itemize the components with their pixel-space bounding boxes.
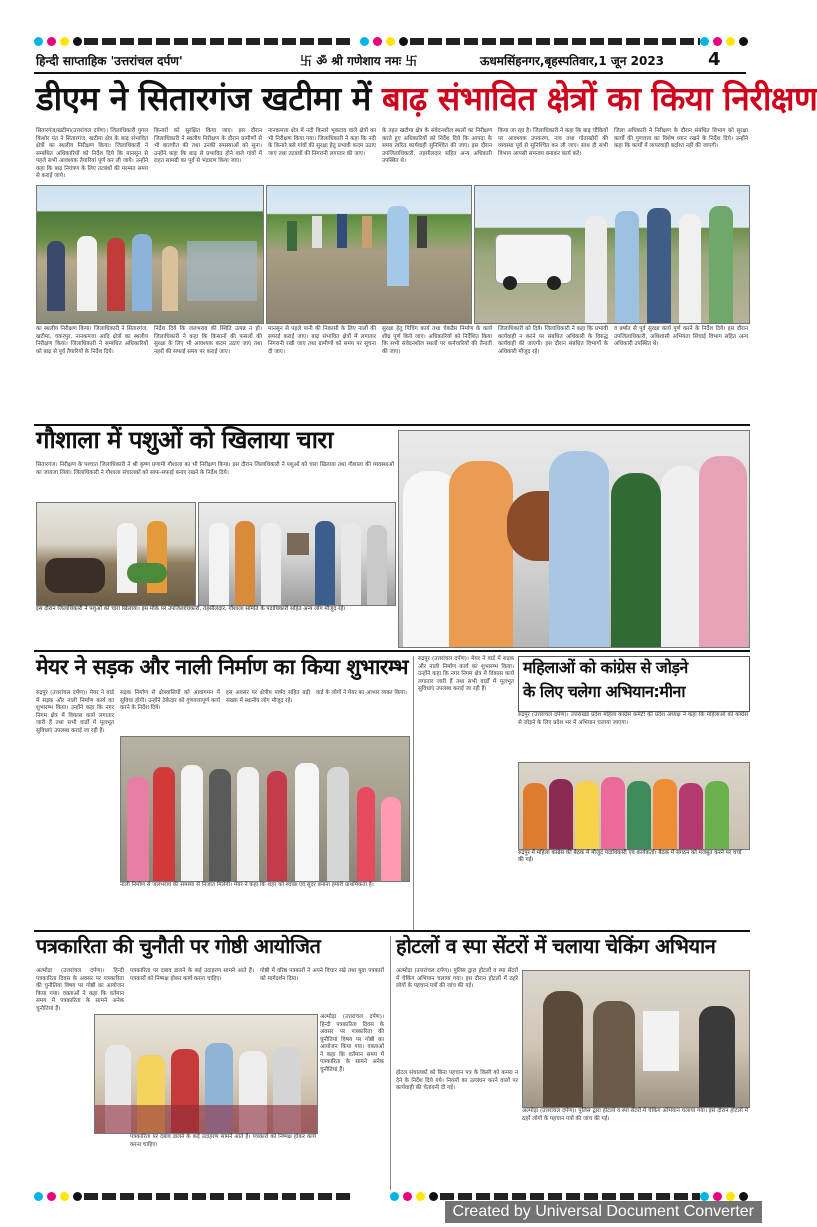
story4-caption: रुद्रपुर में महिला कांग्रेस की बैठक में मौजूद पदाधिकारी एवं कार्यकर्ता। बैठक में संगठन को मजबूत करने पर चर्चा की गई। <box>518 850 742 864</box>
story6-body2: होटल संचालकों को बिना पहचान पत्र के किसी को कमरा न देने के निर्देश दिये गये। नियमों का उल्लंघन करने वालों पर कार्यवाही की चेतावनी दी गई। <box>396 1070 518 1091</box>
story2-photo-group <box>198 502 396 606</box>
section-divider <box>34 930 750 932</box>
story5-side: अल्मोड़ा (उत्तरांचल दर्पण)। हिन्दी पत्रकारिता दिवस के अवसर पर पत्रकारिता की चुनौतियां विषय पर गोष्ठी का आयोजन किया गया। वक्ताओं ने कहा कि वर्तमान समय में पत्रकारिता के सामने अनेक चुनौतियां हैं। <box>320 1014 384 1073</box>
story1-lower-col4: सुरक्षा हेतु पिचिंग कार्य तथा चेकडैम निर्माण के कार्य शीघ्र पूर्ण किये जाएं। अधिकारियों को निर्देशित किया कि सभी संवेदनशील स्थलों पर कर्मचारियों की तैनाती की जाए। <box>382 326 492 355</box>
column-divider <box>413 656 414 930</box>
story6-photo-police-checking <box>522 970 750 1108</box>
story4-side-text: रुद्रपुर (उत्तरांचल दर्पण)। मेयर ने वार्ड में सड़क और नाली निर्माण कार्य का शुभारम्भ किया। उन्होंने कहा कि नगर निगम क्षेत्र में विकास कार्य लगातार जारी हैं तथा सभी वार्डों में मूलभूत सुविधाएं उपलब्ध कराई जा रही हैं। <box>418 656 514 692</box>
page-number: 4 <box>708 49 721 70</box>
story3-col3: इस अवसर पर क्षेत्रीय पार्षद सहित बड़ी संख्या में स्थानीय लोग मौजूद रहे। <box>226 690 310 704</box>
swastik-icon: 卐 <box>401 54 418 68</box>
story5-photo-seminar <box>94 1014 318 1134</box>
story3-col2: सड़क निर्माण से क्षेत्रवासियों को आवागमन में सुविधा होगी। उन्होंने ठेकेदार को गुणवत्तापूर्ण कार्य करने के निर्देश दिये। <box>120 690 220 711</box>
yellow-dot <box>60 37 69 46</box>
story3-headline: मेयर ने सड़क और नाली निर्माण का किया शुभारम्भ <box>36 655 409 679</box>
story3-col4: वार्ड के लोगों ने मेयर का आभार व्यक्त किया। <box>316 690 407 696</box>
registration-marks-top-left <box>34 37 82 46</box>
story5-body3: गोष्ठी में वरिष्ठ पत्रकारों ने अपने विचार रखे तथा युवा पत्रकारों को मार्गदर्शन दिया। <box>260 968 384 982</box>
swastik-icon: 卐 <box>300 54 317 68</box>
story1-headline-red: बाढ़ संभावित क्षेत्रों का किया निरीक्षण <box>381 79 817 118</box>
story1-lower-col5: जिलाधिकारी को दिये। जिलाधिकारी ने कहा कि प्रभावी कार्यवाही न करने पर संबंधित अधिकारी के विरुद्ध कार्यवाही की जाएगी। इस दौरान संबंधित विभागों के अधिकारी मौजूद रहे। <box>498 326 608 355</box>
story6-lower: अल्मोड़ा (उत्तरांचल दर्पण)। पुलिस द्वारा होटलों व स्पा सेंटरों में चेकिंग अभियान चलाया गया। इस दौरान होटलों में ठहरे लोगों के पहचान पत्रों की जांच की गई। <box>522 1108 748 1122</box>
registration-marks-bottom-right <box>700 1192 748 1201</box>
story1-lower-col1: का स्थलीय निरीक्षण किया। जिलाधिकारी ने सितारगंज, खटीमा, चकरपुर, नानकमत्ता आदि क्षेत्रों का स्थलीय निरीक्षण किया। जिलाधिकारी ने सम्बंधित अधिकारियों को बाढ़ से पूर्व तैयारियों के निर्देश दिये। <box>36 326 148 355</box>
column-divider <box>390 936 391 1190</box>
story4-photo-women-meeting <box>518 762 750 850</box>
story1-lower-col6: व बर्षात से पूर्व सुरक्षा कार्य पूर्ण करने के निर्देश दिये। इस दौरान उपजिलाधिकारी, अधिशासी अभियंता सिंचाई विभाग सहित अन्य अधिकारी उपस्थित थे। <box>614 326 748 347</box>
story4-headline-box <box>518 656 750 712</box>
story1-col6: जिला अधिकारी ने निरीक्षण के दौरान संबंधित विभाग को सुरक्षा कार्यों की गुणवत्ता का विशेष ध्यान रखने के निर्देश दिये। उन्होंने कहा कि कार्यों में लापरवाही बर्दाश्त नहीं की जाएगी। <box>614 128 748 149</box>
story1-col4: के तहत खटीमा क्षेत्र के संवेदनशील स्थलों का निरीक्षण करते हुए अधिकारियों को निर्देश दिये कि आपदा के समय त्वरित कार्यवाही सुनिश्चित की जाए। इस दौरान उपजिलाधिकारी, तहसीलदार सहित अन्य अधिकारी उपस्थित थे। <box>382 128 492 164</box>
masthead-rule <box>34 72 746 74</box>
section-divider <box>34 650 750 652</box>
story1-col3: नानकमत्ता क्षेत्र में नदी किनारे भूकटाव वाले क्षेत्रों का भी निरीक्षण किया गया। जिलाधिकारी ने कहा कि नदी के किनारे बसे गांवों की सुरक्षा हेतु प्रभावी कदम उठाए जाएं तथा तटबंधों की निगरानी लगातार की जाए। <box>268 128 376 157</box>
story2-caption: इस दौरान जिलाधिकारी ने पशुओं को चारा खिलाया। इस मौके पर उपजिलाधिकारी, तहसीलदार, गौशाला समिति के पदाधिकारी सहित अन्य लोग मौजूद रहे। <box>36 606 346 612</box>
story3-photo-inauguration <box>120 736 410 882</box>
magenta-dot <box>47 37 56 46</box>
story2-headline: गौशाला में पशुओं को खिलाया चारा <box>36 426 333 454</box>
paper-name: हिन्दी साप्ताहिक 'उत्तरांचल दर्पण' <box>36 54 183 68</box>
story5-lower: पत्रकारिता पर दबाव डालने के कई उदाहरण सामने आते हैं। पत्रकारों को निष्पक्ष होकर कार्य करना चाहिए। <box>130 1134 316 1148</box>
color-bar-top-right <box>410 38 700 45</box>
story5-body1: अल्मोड़ा (उत्तरांचल दर्पण)। हिन्दी पत्रकारिता दिवस के अवसर पर पत्रकारिता की चुनौतियां विषय पर गोष्ठी का आयोजन किया गया। वक्ताओं ने कहा कि वर्तमान समय में पत्रकारिता के सामने अनेक चुनौतियां हैं। <box>36 968 124 1012</box>
story3-col1: रुद्रपुर (उत्तरांचल दर्पण)। मेयर ने वार्ड में सड़क और नाली निर्माण कार्य का शुभारम्भ किया। उन्होंने कहा कि नगर निगम क्षेत्र में विकास कार्य लगातार जारी हैं तथा सभी वार्डों में मूलभूत सुविधाएं उपलब्ध कराई जा रही हैं। <box>36 690 114 734</box>
registration-marks-top-center <box>360 37 408 46</box>
story1-photo-flood-area <box>266 185 472 324</box>
registration-marks-top-right <box>700 37 748 46</box>
story1-lower-col3: मानसून से पहले पानी की निकासी के लिए नालों की सफाई कराई जाए। बाढ़ संभावित क्षेत्रों में लगातार निगरानी रखी जाए तथा ग्रामीणों को समय पर सूचना दी जाए। <box>268 326 376 355</box>
story6-headline: होटलों व स्पा सेंटरों में चलाया चेकिंग अभियान <box>396 934 716 958</box>
invocation: 卐 ॐ श्री गणेशाय नमः 卐 <box>300 54 418 68</box>
place-date: ऊधमसिंहनगर,बृहस्पतिवार,1 जून 2023 <box>480 54 665 68</box>
story1-col2: किनारों को सुरक्षित किया जाए। इस दौरान जिलाधिकारी ने स्थलीय निरीक्षण के दौरान ग्रामीणों से भी बातचीत की तथा उनकी समस्याओं को सुना। उन्होंने कहा कि बाढ़ से प्रभावित होने वाले गांवों में राहत सामग्री का पूर्व से भंडारण किया जाए। <box>154 128 262 164</box>
black-dot <box>73 37 82 46</box>
story5-body2: पत्रकारिता पर दबाव डालने के कई उदाहरण सामने आते हैं। पत्रकारों को निष्पक्ष होकर कार्य करना चाहिए। <box>130 968 254 982</box>
story1-lower-col2: निर्देश दिये कि जलभराव की स्थिति उत्पन्न न हो। जिलाधिकारी ने कहा कि किसानों की फसलों की सुरक्षा के लिए भी आवश्यक कदम उठाए जाएं तथा नहरों की सफाई समय पर कराई जाए। <box>154 326 262 355</box>
converter-watermark: Created by Universal Document Converter <box>445 1201 762 1223</box>
registration-marks-bottom-left <box>34 1192 82 1201</box>
registration-marks-bottom-center <box>390 1192 438 1201</box>
story4-headline-line1: महिलाओं को कांग्रेस से जोड़ने <box>523 658 688 677</box>
story1-headline-black: डीएम ने सितारगंज खटीमा में <box>36 79 371 118</box>
story1-headline <box>36 79 817 118</box>
story6-body: अल्मोड़ा (उत्तरांचल दर्पण)। पुलिस द्वारा होटलों व स्पा सेंटरों में चेकिंग अभियान चलाया गया। इस दौरान होटलों में ठहरे लोगों के पहचान पत्रों की जांच की गई। <box>396 968 518 989</box>
story5-headline: पत्रकारिता की चुनौती पर गोष्ठी आयोजित <box>36 934 321 958</box>
story1-photo-officials-vehicle <box>474 185 750 324</box>
story4-body: रुद्रपुर (उत्तरांचल दर्पण)। उत्तराखंड प्रदेश महिला कांग्रेस कमेटी की प्रदेश अध्यक्ष ने कहा कि महिलाओं को कांग्रेस से जोड़ने के लिए प्रदेश भर में अभियान चलाया जाएगा। <box>518 712 748 726</box>
color-bar-top-left <box>84 38 354 45</box>
color-bar-bottom-right <box>440 1193 700 1200</box>
story4-headline-line2: के लिए चलेगा अभियान:मीना <box>523 682 686 701</box>
story1-photo-river-bank <box>36 185 264 324</box>
story2-photo-cows <box>36 502 196 606</box>
story1-col5: किया जा रहा है। जिलाधिकारी ने कहा कि बाढ़ चौकियों पर आवश्यक उपकरण, नाव तथा गोताखोरों की व्यवस्था पूर्व से सुनिश्चित कर ली जाए। साथ ही सभी विभाग आपसी समन्वय बनाकर कार्य करें। <box>498 128 608 157</box>
story2-body: सितारगंज। निरीक्षण के पश्चात जिलाधिकारी ने श्री कृष्ण प्रणामी गौशाला का भी निरीक्षण किया। इस दौरान जिलाधिकारी ने पशुओं को चारा खिलाया तथा गौशाला की व्यवस्थाओं का जायजा लिया। जिलाधिकारी ने गौशाला संचालकों को साफ-सफाई बनाए रखने के निर्देश दिये। <box>36 462 394 476</box>
color-bar-bottom-left <box>84 1193 354 1200</box>
story3-lower: नाली निर्माण से जलभराव की समस्या से निजात मिलेगी। मेयर ने कहा कि शहर को स्वच्छ एवं सुंदर बनाना हमारी प्राथमिकता है। <box>120 882 374 888</box>
story2-photo-calf-feeding <box>398 430 750 648</box>
story1-col1: सितारगंज/खटीमा(उत्तरांचल दर्पण)। जिलाधिकारी युगल किशोर पंत ने सितारगंज, खटीमा क्षेत्र के बाढ़ संभावित क्षेत्रों का स्थलीय निरीक्षण किया। जिलाधिकारी ने सम्बंधित अधिकारियों को निर्देश दिये कि मानसून से पहले सभी आवश्यक तैयारियां पूर्ण कर ली जाये। उन्होंने कहा कि बाढ़ नियंत्रण के लिए तटबंधों की मरम्मत समय से कराई जाये। <box>36 128 148 179</box>
cyan-dot <box>34 37 43 46</box>
